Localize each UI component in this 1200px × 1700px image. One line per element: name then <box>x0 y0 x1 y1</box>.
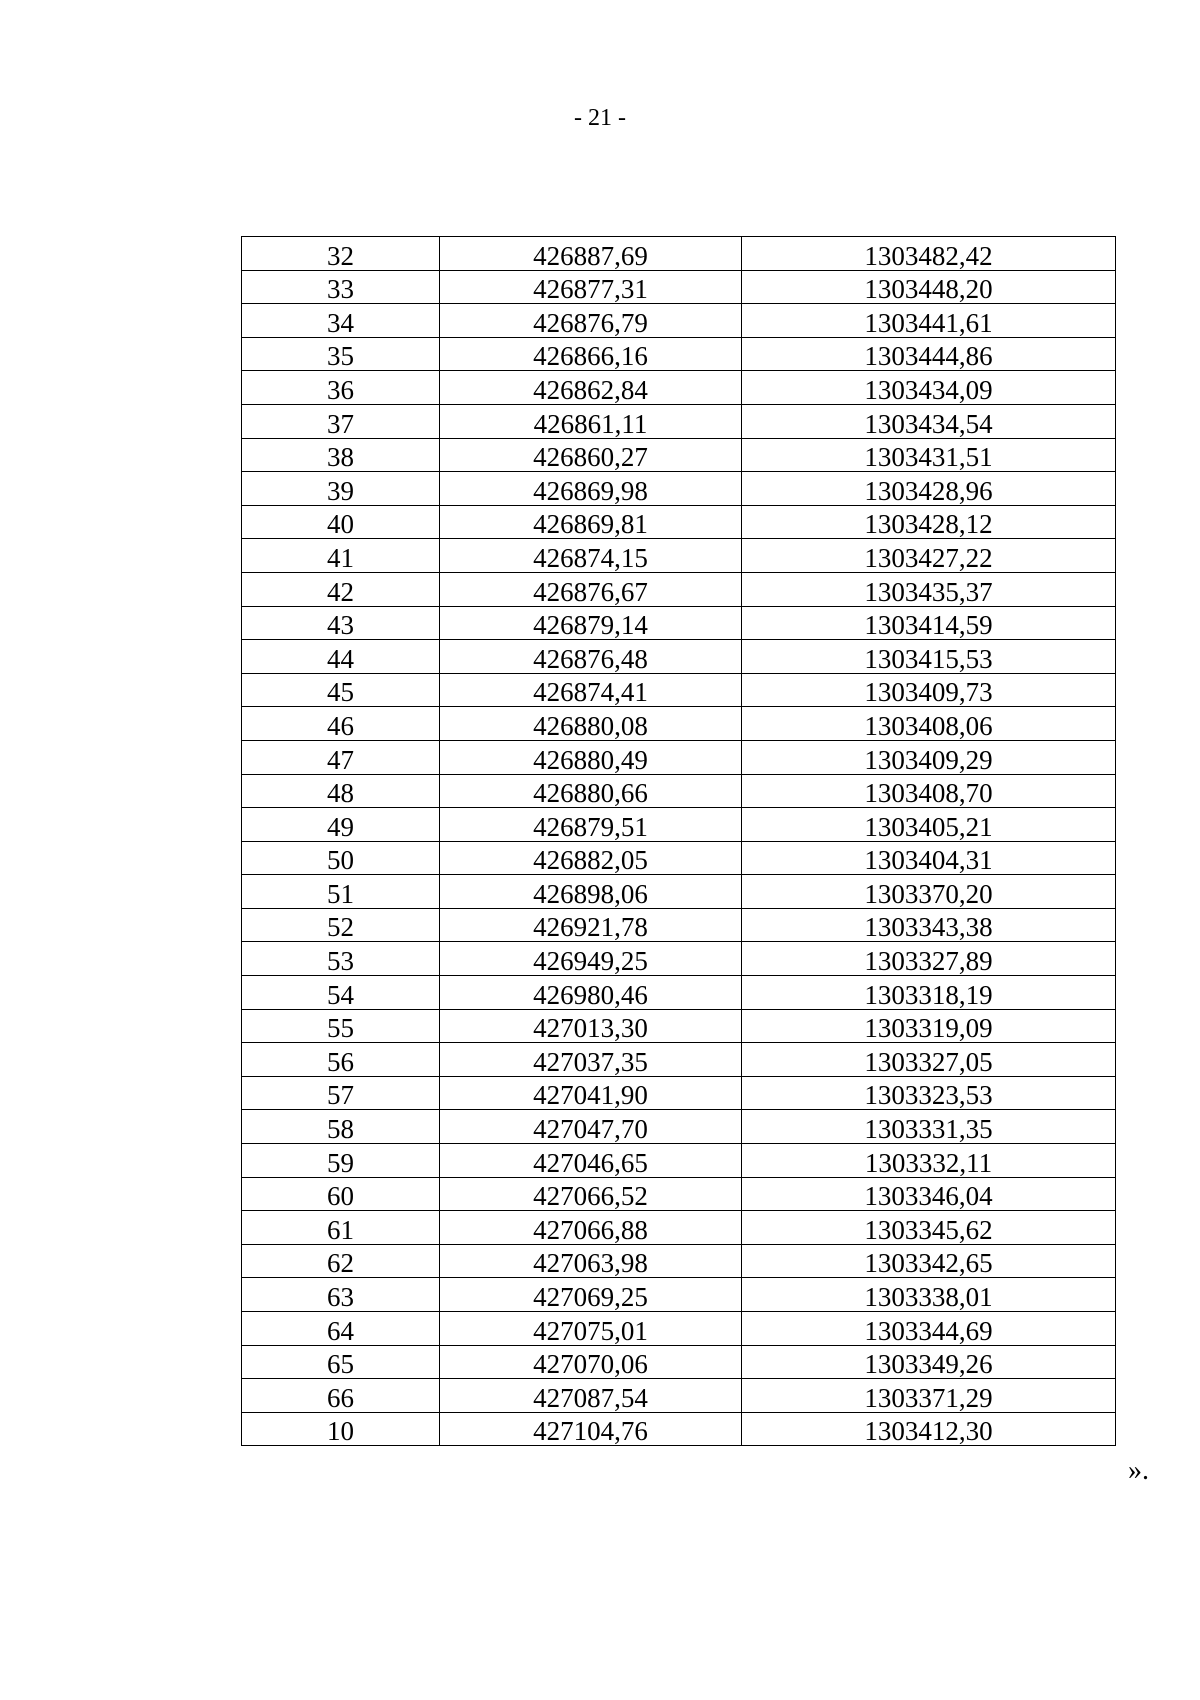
point-number-cell: 42 <box>242 572 440 606</box>
y-coordinate-cell: 1303408,70 <box>742 774 1116 808</box>
y-coordinate-cell: 1303431,51 <box>742 438 1116 472</box>
y-coordinate-cell: 1303342,65 <box>742 1244 1116 1278</box>
table-row <box>242 707 1116 741</box>
x-coordinate-cell: 426949,25 <box>440 942 742 976</box>
point-number-cell: 64 <box>242 1312 440 1346</box>
y-coordinate-cell: 1303482,42 <box>742 237 1116 271</box>
point-number-cell: 34 <box>242 304 440 338</box>
x-coordinate-cell: 427104,76 <box>440 1412 742 1446</box>
point-number-cell: 37 <box>242 404 440 438</box>
point-number-cell: 65 <box>242 1345 440 1379</box>
x-coordinate-cell: 427066,88 <box>440 1211 742 1245</box>
x-coordinate-cell: 426879,14 <box>440 606 742 640</box>
x-coordinate-cell: 427069,25 <box>440 1278 742 1312</box>
point-number-cell: 54 <box>242 976 440 1010</box>
table-row <box>242 673 1116 707</box>
y-coordinate-cell: 1303345,62 <box>742 1211 1116 1245</box>
x-coordinate-cell: 426874,15 <box>440 539 742 573</box>
x-coordinate-cell: 426862,84 <box>440 371 742 405</box>
x-coordinate-cell: 426869,81 <box>440 505 742 539</box>
point-number-cell: 41 <box>242 539 440 573</box>
y-coordinate-cell: 1303414,59 <box>742 606 1116 640</box>
point-number-cell: 39 <box>242 472 440 506</box>
y-coordinate-cell: 1303441,61 <box>742 304 1116 338</box>
point-number-cell: 62 <box>242 1244 440 1278</box>
y-coordinate-cell: 1303349,26 <box>742 1345 1116 1379</box>
point-number-cell: 35 <box>242 337 440 371</box>
y-coordinate-cell: 1303434,54 <box>742 404 1116 438</box>
y-coordinate-cell: 1303428,12 <box>742 505 1116 539</box>
y-coordinate-cell: 1303428,96 <box>742 472 1116 506</box>
table-row <box>242 606 1116 640</box>
table-row <box>242 1076 1116 1110</box>
x-coordinate-cell: 427046,65 <box>440 1144 742 1178</box>
point-number-cell: 36 <box>242 371 440 405</box>
point-number-cell: 40 <box>242 505 440 539</box>
table-row <box>242 808 1116 842</box>
point-number-cell: 48 <box>242 774 440 808</box>
y-coordinate-cell: 1303338,01 <box>742 1278 1116 1312</box>
point-number-cell: 38 <box>242 438 440 472</box>
y-coordinate-cell: 1303412,30 <box>742 1412 1116 1446</box>
x-coordinate-cell: 427087,54 <box>440 1379 742 1413</box>
x-coordinate-cell: 426887,69 <box>440 237 742 271</box>
table-row <box>242 1345 1116 1379</box>
table-row <box>242 740 1116 774</box>
table-row <box>242 505 1116 539</box>
y-coordinate-cell: 1303435,37 <box>742 572 1116 606</box>
x-coordinate-cell: 427013,30 <box>440 1009 742 1043</box>
y-coordinate-cell: 1303343,38 <box>742 908 1116 942</box>
x-coordinate-cell: 427070,06 <box>440 1345 742 1379</box>
table-row <box>242 1043 1116 1077</box>
table-row <box>242 404 1116 438</box>
table-row <box>242 1312 1116 1346</box>
coordinates-table-body <box>242 237 1116 1446</box>
point-number-cell: 57 <box>242 1076 440 1110</box>
x-coordinate-cell: 427063,98 <box>440 1244 742 1278</box>
y-coordinate-cell: 1303327,89 <box>742 942 1116 976</box>
point-number-cell: 66 <box>242 1379 440 1413</box>
x-coordinate-cell: 426880,66 <box>440 774 742 808</box>
table-row <box>242 371 1116 405</box>
x-coordinate-cell: 427037,35 <box>440 1043 742 1077</box>
y-coordinate-cell: 1303344,69 <box>742 1312 1116 1346</box>
coordinates-table <box>241 236 1116 1446</box>
point-number-cell: 63 <box>242 1278 440 1312</box>
x-coordinate-cell: 426882,05 <box>440 841 742 875</box>
y-coordinate-cell: 1303427,22 <box>742 539 1116 573</box>
point-number-cell: 32 <box>242 237 440 271</box>
table-row <box>242 942 1116 976</box>
y-coordinate-cell: 1303331,35 <box>742 1110 1116 1144</box>
y-coordinate-cell: 1303371,29 <box>742 1379 1116 1413</box>
table-row <box>242 640 1116 674</box>
x-coordinate-cell: 426898,06 <box>440 875 742 909</box>
table-row <box>242 1110 1116 1144</box>
point-number-cell: 51 <box>242 875 440 909</box>
y-coordinate-cell: 1303332,11 <box>742 1144 1116 1178</box>
table-row <box>242 976 1116 1010</box>
table-row <box>242 438 1116 472</box>
y-coordinate-cell: 1303408,06 <box>742 707 1116 741</box>
table-row <box>242 237 1116 271</box>
y-coordinate-cell: 1303405,21 <box>742 808 1116 842</box>
y-coordinate-cell: 1303409,29 <box>742 740 1116 774</box>
point-number-cell: 60 <box>242 1177 440 1211</box>
table-row <box>242 1177 1116 1211</box>
table-row <box>242 841 1116 875</box>
x-coordinate-cell: 426980,46 <box>440 976 742 1010</box>
x-coordinate-cell: 426880,49 <box>440 740 742 774</box>
y-coordinate-cell: 1303323,53 <box>742 1076 1116 1110</box>
y-coordinate-cell: 1303319,09 <box>742 1009 1116 1043</box>
x-coordinate-cell: 427066,52 <box>440 1177 742 1211</box>
table-row <box>242 875 1116 909</box>
table-row <box>242 1211 1116 1245</box>
table-row <box>242 337 1116 371</box>
table-row <box>242 572 1116 606</box>
point-number-cell: 49 <box>242 808 440 842</box>
y-coordinate-cell: 1303370,20 <box>742 875 1116 909</box>
table-row <box>242 304 1116 338</box>
y-coordinate-cell: 1303318,19 <box>742 976 1116 1010</box>
y-coordinate-cell: 1303415,53 <box>742 640 1116 674</box>
point-number-cell: 61 <box>242 1211 440 1245</box>
x-coordinate-cell: 426874,41 <box>440 673 742 707</box>
x-coordinate-cell: 427075,01 <box>440 1312 742 1346</box>
point-number-cell: 10 <box>242 1412 440 1446</box>
point-number-cell: 52 <box>242 908 440 942</box>
point-number-cell: 56 <box>242 1043 440 1077</box>
x-coordinate-cell: 426921,78 <box>440 908 742 942</box>
x-coordinate-cell: 426880,08 <box>440 707 742 741</box>
point-number-cell: 45 <box>242 673 440 707</box>
x-coordinate-cell: 426876,67 <box>440 572 742 606</box>
point-number-cell: 33 <box>242 270 440 304</box>
point-number-cell: 53 <box>242 942 440 976</box>
x-coordinate-cell: 426876,79 <box>440 304 742 338</box>
y-coordinate-cell: 1303409,73 <box>742 673 1116 707</box>
closing-quote-mark: ». <box>1128 1455 1149 1486</box>
point-number-cell: 43 <box>242 606 440 640</box>
point-number-cell: 47 <box>242 740 440 774</box>
point-number-cell: 50 <box>242 841 440 875</box>
x-coordinate-cell: 426877,31 <box>440 270 742 304</box>
y-coordinate-cell: 1303404,31 <box>742 841 1116 875</box>
x-coordinate-cell: 426869,98 <box>440 472 742 506</box>
x-coordinate-cell: 426879,51 <box>440 808 742 842</box>
point-number-cell: 55 <box>242 1009 440 1043</box>
table-row <box>242 1379 1116 1413</box>
x-coordinate-cell: 426866,16 <box>440 337 742 371</box>
table-row <box>242 472 1116 506</box>
point-number-cell: 44 <box>242 640 440 674</box>
table-row <box>242 1244 1116 1278</box>
point-number-cell: 59 <box>242 1144 440 1178</box>
point-number-cell: 58 <box>242 1110 440 1144</box>
table-row <box>242 539 1116 573</box>
y-coordinate-cell: 1303444,86 <box>742 337 1116 371</box>
x-coordinate-cell: 426860,27 <box>440 438 742 472</box>
y-coordinate-cell: 1303448,20 <box>742 270 1116 304</box>
table-row <box>242 1144 1116 1178</box>
table-row <box>242 774 1116 808</box>
x-coordinate-cell: 426876,48 <box>440 640 742 674</box>
page-number: - 21 - <box>574 105 626 131</box>
y-coordinate-cell: 1303327,05 <box>742 1043 1116 1077</box>
point-number-cell: 46 <box>242 707 440 741</box>
table-row <box>242 1009 1116 1043</box>
y-coordinate-cell: 1303346,04 <box>742 1177 1116 1211</box>
x-coordinate-cell: 427041,90 <box>440 1076 742 1110</box>
table-row <box>242 1278 1116 1312</box>
table-row <box>242 908 1116 942</box>
x-coordinate-cell: 427047,70 <box>440 1110 742 1144</box>
table-row <box>242 270 1116 304</box>
x-coordinate-cell: 426861,11 <box>440 404 742 438</box>
y-coordinate-cell: 1303434,09 <box>742 371 1116 405</box>
table-row <box>242 1412 1116 1446</box>
